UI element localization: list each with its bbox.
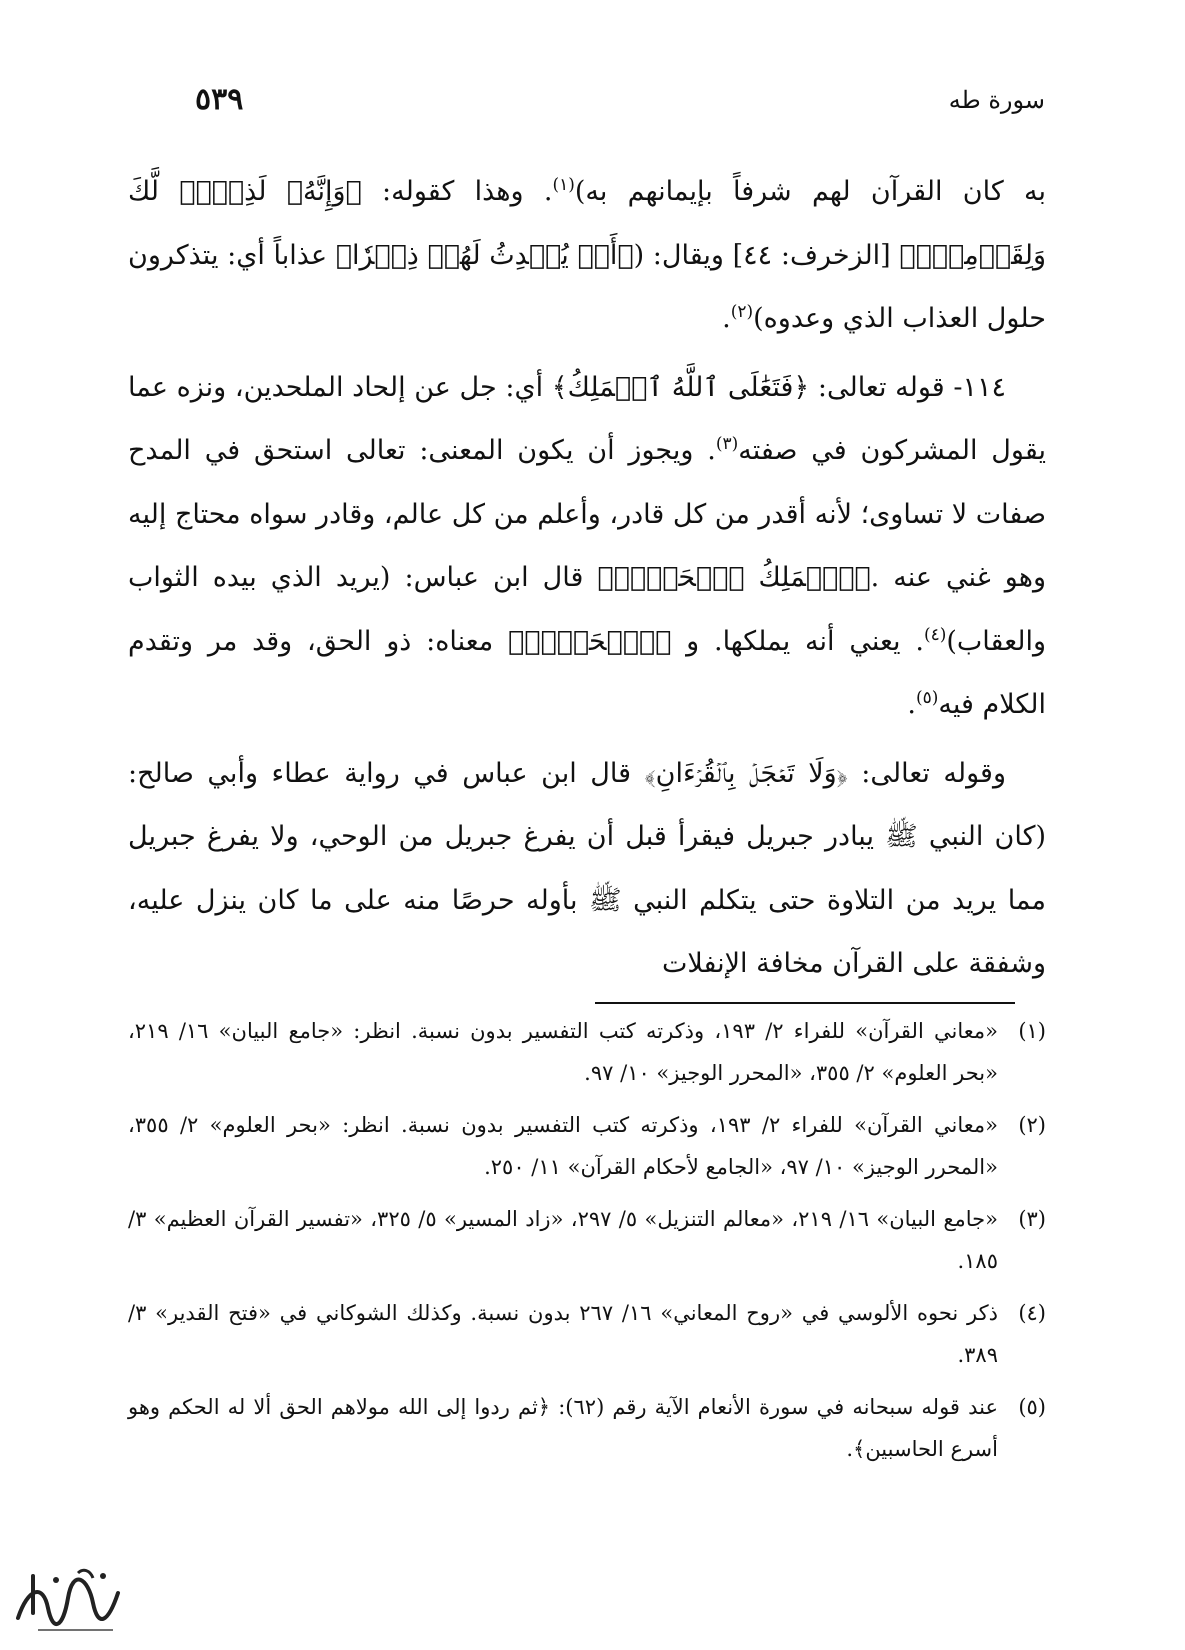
main-text [128,160,1046,1001]
footnote-ref: (٣) [715,434,739,454]
footnotes [128,1010,1046,1480]
footnote-number: (٥) [1018,1395,1046,1419]
quran-quote: ﴿ٱلۡمَلِكُ ٱلۡحَقُّۗ﴾ [597,562,871,593]
footnote-item [128,1386,1046,1470]
text-run: . يعني أنه يملكها. و [671,625,924,657]
footnote-item [128,1198,1046,1282]
text-run: ١١٤- قوله تعالى: [809,371,1006,403]
footnote-ref: (٤) [923,624,947,645]
footnote-number: (١) [1018,1019,1046,1043]
running-title: سورة طه [948,86,1045,114]
text-run: . [907,689,916,720]
quran-quote: ﴿فَتَعَٰلَى ٱللَّهُ ٱلۡمَلِكُ﴾ [551,371,810,403]
footnote-text: عند قوله سبحانه في سورة الأنعام الآية رقم (٦٢): ﴿ثم ردوا إلى الله مولاهم الحق ألا له الحكم وهو أسرع الحاسبين﴾. [128,1395,998,1461]
paragraph-3 [128,742,1046,996]
text-run: عذاباً أي: يتذكرون حلول العذاب الذي وعدوه) [128,239,1046,334]
footnote-item [128,1104,1046,1188]
footnote-ref: (١) [552,175,575,195]
text-run: . ويجوز أن يكون المعنى: تعالى استحق في المدح صفات لا تساوى؛ لأنه أقدر من كل قادر، وأعلم من كل عالم، وقادر سواه محتاج إليه وهو غني عنه . [128,435,1046,593]
text-run: . وهذا كقوله: [361,176,553,207]
footnote-text: «جامع البيان» ١٦/ ٢١٩، «معالم التنزيل» ٥/ ٢٩٧، «زاد المسير» ٥/ ٣٢٥، «تفسير القرآن العظيم» ٣/ ١٨٥. [128,1207,998,1273]
footnote-text: «معاني القرآن» للفراء ٢/ ١٩٣، وذكرته كتب التفسير بدون نسبة. انظر: «جامع البيان» ١٦/ ٢١٩، «بحر العلوم» ٢/ ٣٥٥، «المحرر الوجيز» ١٠/ ٩٧. [128,1019,998,1085]
footnote-number: (٢) [1018,1113,1046,1137]
page-number: ٥٣٩ [195,82,244,117]
text-run: قال ابن عباس: (يريد الذي بيده الثواب والعقاب) [128,562,1046,657]
text-run: معناه: ذو الحق، وقد مر وتقدم الكلام فيه [128,625,1046,720]
text-run: قال ابن عباس في رواية عطاء وأبي صالح: (كان النبي ﷺ يبادر جبريل فيقرأ قبل أن يفرغ جبريل من الوحي، ولا يفرغ جبريل مما يريد من التلاوة حتى يتكلم النبي ﷺ بأوله حرصًا منه على ما كان ينزل عليه، وشفقة على القرآن مخافة الإنفلات [128,757,1046,979]
quran-quote: ﴿أَوۡ يُحۡدِثُ لَهُمۡ ذِكۡرٗا﴾ [335,239,634,271]
stamp-logo-icon [8,1558,128,1638]
footnote-item [128,1010,1046,1094]
page-header [195,82,1045,122]
paragraph-2 [128,356,1046,737]
text-run: . [722,303,731,334]
footnote-number: (٤) [1018,1301,1046,1325]
footnote-number: (٣) [1018,1207,1046,1231]
text-run: وقوله تعالى: [847,757,1007,789]
footnote-text: «معاني القرآن» للفراء ٢/ ١٩٣، وذكرته كتب التفسير بدون نسبة. انظر: «بحر العلوم» ٢/ ٣٥٥، «المحرر الوجيز» ١٠/ ٩٧، «الجامع لأحكام القرآن» ١١/ ٢٥٠. [128,1113,998,1179]
footnote-separator [595,1002,1015,1004]
quran-quote: ﴿ٱلۡحَقُّۗ﴾ [508,625,672,657]
text-run: [الزخرف: ٤٤] ويقال: ( [633,239,900,271]
footnote-ref: (٥) [916,688,939,708]
footnote-item [128,1292,1046,1376]
quran-quote: ﴿وَلَا تَعۡجَلۡ بِٱلۡقُرۡءَانِ﴾ [644,757,848,789]
library-stamp-logo [8,1558,128,1638]
footnote-text: ذكر نحوه الألوسي في «روح المعاني» ١٦/ ٢٦٧ بدون نسبة. وكذلك الشوكاني في «فتح القدير» ٣/ ٣٨٩. [128,1301,998,1367]
text-run: به كان القرآن لهم شرفاً بإيمانهم به) [574,176,1047,207]
quran-quote: ﴿وَإِنَّهُۥ لَذِكۡرٞ لَّكَ وَلِقَوۡمِكَۖ﴾ [128,176,1047,271]
paragraph-1 [128,160,1046,351]
footnote-ref: (٢) [730,302,754,322]
text-run: أي: جل عن إلحاد الملحدين، ونزه عما يقول المشركون في صفته [128,371,1046,466]
